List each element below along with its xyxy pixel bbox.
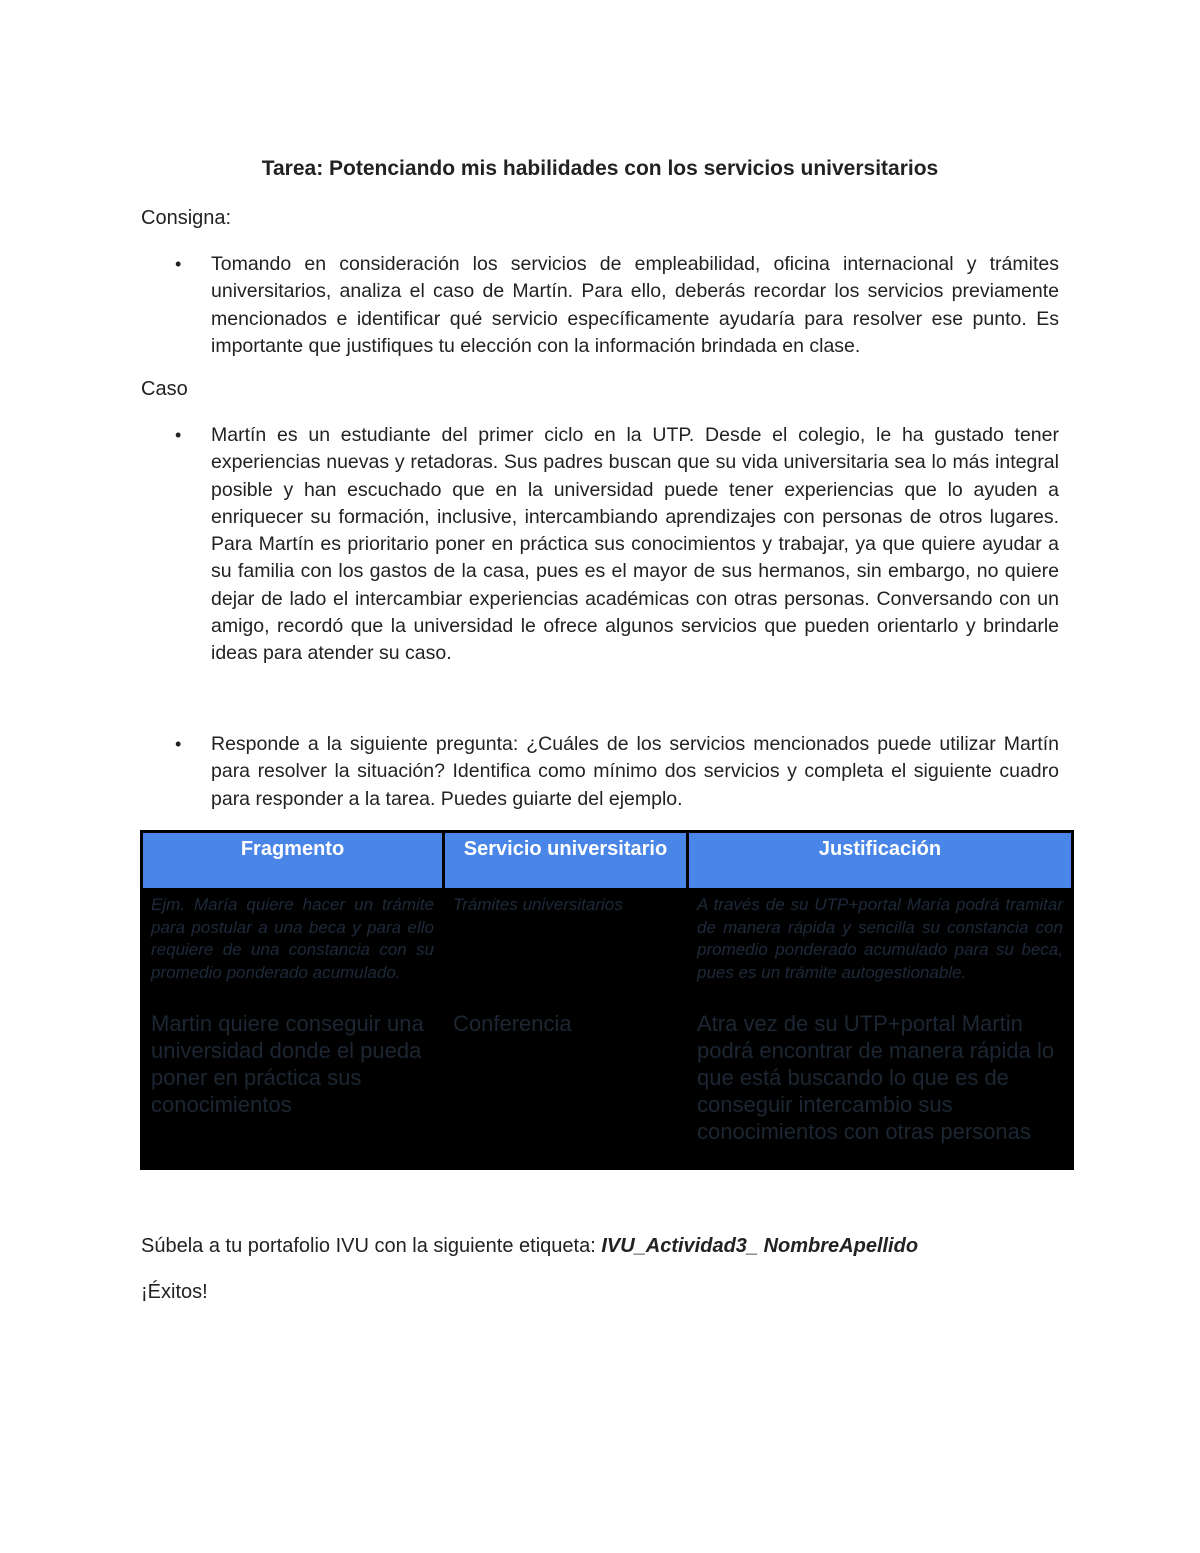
closing-text: ¡Éxitos! [141,1281,208,1303]
example-fragmento: Ejm. María quiere hacer un trámite para postular a una beca y para ello requiere de una constancia con su promedio ponderado acumulado. [151,895,434,982]
answer-justificacion: Atra vez de su UTP+portal Martin podrá encontrar de manera rápida lo que está buscando lo que es de conseguir intercambio sus conocimientos con otras personas [697,1011,1055,1144]
header-justificacion: Justificación [688,832,1073,890]
bullet-icon: • [175,734,182,754]
consigna-label: Consigna: [141,207,232,229]
caso-label: Caso [141,378,188,400]
pregunta-paragraph: Responde a la siguiente pregunta: ¿Cuáles de los servicios mencionados puede utilizar Martín para resolver la situación? Identifica como mínimo dos servicios y completa el siguiente cuadro para responder a la tarea. Puedes guiarte del ejemplo. [211,733,1059,810]
page-title: Tarea: Potenciando mis habilidades con los servicios universitarios [261,157,939,180]
header-fragmento: Fragmento [142,832,444,890]
table-row-example [142,890,1073,1009]
upload-text: Súbela a tu portafolio IVU con la siguiente etiqueta: [141,1235,602,1257]
bullet-icon: • [175,254,182,274]
example-justificacion: A través de su UTP+portal María podrá tramitar de manera rápida y sencilla su constancia con promedio ponderado acumulado para su beca, pues es un trámite autogestionable. [697,895,1063,982]
answer-servicio: Conferencia [453,1011,572,1036]
upload-instruction [141,1235,918,1258]
header-servicio: Servicio universitario [444,832,688,890]
answer-fragmento: Martin quiere conseguir una universidad donde el pueda poner en práctica sus conocimientos [151,1011,424,1117]
consigna-paragraph: Tomando en consideración los servicios de empleabilidad, oficina internacional y trámites universitarios, analiza el caso de Martín. Para ello, deberás recordar los servicios previamente mencionados e identificar qué servicio específicamente ayudaría para resolver ese punto. Es importante que justifiques tu elección con la información brindada en clase. [211,253,1059,357]
upload-tag: IVU_Actividad3_ NombreApellido [601,1235,919,1257]
example-servicio: Trámites universitarios [453,895,623,914]
services-table [140,830,1074,1170]
table-row-answer [142,1008,1073,1170]
bullet-icon: • [175,425,182,445]
table-header-row [142,832,1073,890]
caso-paragraph: Martín es un estudiante del primer ciclo en la UTP. Desde el colegio, le ha gustado tener experiencias nuevas y retadoras. Sus padres buscan que su vida universitaria sea lo más integral posible y han escuchado que en la universidad puede tener experiencias que lo ayuden a enriquecer su formación, inclusive, intercambiando aprendizajes con personas de otros lugares. Para Martín es prioritario poner en práctica sus conocimientos y trabajar, ya que quiere ayudar a su familia con los gastos de la casa, pues es el mayor de sus hermanos, sin embargo, no quiere dejar de lado el intercambiar experiencias académicas con otras personas. Conversando con un amigo, recordó que la universidad le ofrece algunos servicios que pueden orientarlo y brindarle ideas para atender su caso. [211,424,1059,665]
